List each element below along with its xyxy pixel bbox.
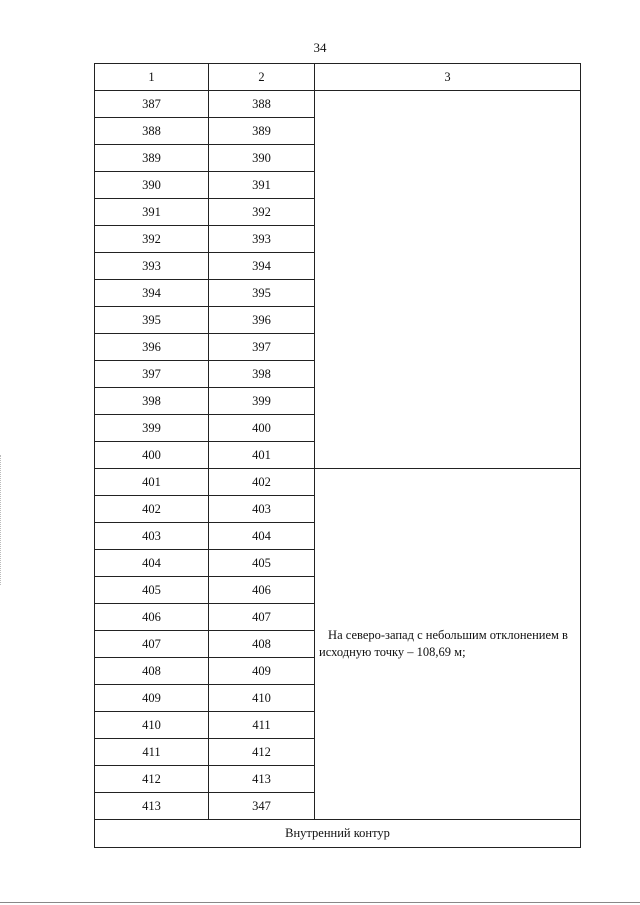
end-point-cell: 403	[209, 496, 315, 523]
end-point-cell: 410	[209, 685, 315, 712]
start-point-cell: 412	[95, 766, 209, 793]
end-point-cell: 411	[209, 712, 315, 739]
start-point-cell: 392	[95, 226, 209, 253]
description-cell-empty	[315, 91, 581, 469]
start-point-cell: 387	[95, 91, 209, 118]
start-point-cell: 395	[95, 307, 209, 334]
end-point-cell: 406	[209, 577, 315, 604]
end-point-cell: 347	[209, 793, 315, 820]
end-point-cell: 390	[209, 145, 315, 172]
scan-margin-mark	[0, 455, 2, 585]
end-point-cell: 388	[209, 91, 315, 118]
start-point-cell: 405	[95, 577, 209, 604]
end-point-cell: 400	[209, 415, 315, 442]
end-point-cell: 396	[209, 307, 315, 334]
table-row	[95, 91, 581, 118]
column-header-3: 3	[315, 64, 581, 91]
column-header-1: 1	[95, 64, 209, 91]
table-footer-row	[95, 820, 581, 848]
start-point-cell: 388	[95, 118, 209, 145]
page-number: 34	[313, 40, 327, 55]
start-point-cell: 394	[95, 280, 209, 307]
end-point-cell: 394	[209, 253, 315, 280]
start-point-cell: 409	[95, 685, 209, 712]
start-point-cell: 406	[95, 604, 209, 631]
start-point-cell: 401	[95, 469, 209, 496]
end-point-cell: 405	[209, 550, 315, 577]
start-point-cell: 393	[95, 253, 209, 280]
end-point-cell: 393	[209, 226, 315, 253]
end-point-cell: 397	[209, 334, 315, 361]
end-point-cell: 401	[209, 442, 315, 469]
start-point-cell: 397	[95, 361, 209, 388]
end-point-cell: 395	[209, 280, 315, 307]
end-point-cell: 413	[209, 766, 315, 793]
end-point-cell: 409	[209, 658, 315, 685]
end-point-cell: 402	[209, 469, 315, 496]
end-point-cell: 408	[209, 631, 315, 658]
boundary-table	[94, 63, 581, 848]
start-point-cell: 402	[95, 496, 209, 523]
column-header-2: 2	[209, 64, 315, 91]
end-point-cell: 398	[209, 361, 315, 388]
direction-description-cell: На северо-запад с небольшим отклонением в исходную точку – 108,69 м;	[315, 469, 581, 820]
table-header-row	[95, 64, 581, 91]
end-point-cell: 407	[209, 604, 315, 631]
start-point-cell: 411	[95, 739, 209, 766]
table-body	[95, 91, 581, 820]
inner-contour-label: Внутренний контур	[95, 820, 581, 848]
start-point-cell: 390	[95, 172, 209, 199]
start-point-cell: 391	[95, 199, 209, 226]
start-point-cell: 413	[95, 793, 209, 820]
start-point-cell: 396	[95, 334, 209, 361]
end-point-cell: 392	[209, 199, 315, 226]
scan-bottom-edge	[0, 902, 640, 903]
start-point-cell: 400	[95, 442, 209, 469]
start-point-cell: 399	[95, 415, 209, 442]
start-point-cell: 407	[95, 631, 209, 658]
start-point-cell: 404	[95, 550, 209, 577]
table-row	[95, 469, 581, 496]
start-point-cell: 408	[95, 658, 209, 685]
start-point-cell: 410	[95, 712, 209, 739]
end-point-cell: 399	[209, 388, 315, 415]
end-point-cell: 389	[209, 118, 315, 145]
start-point-cell: 389	[95, 145, 209, 172]
end-point-cell: 391	[209, 172, 315, 199]
end-point-cell: 404	[209, 523, 315, 550]
end-point-cell: 412	[209, 739, 315, 766]
start-point-cell: 403	[95, 523, 209, 550]
start-point-cell: 398	[95, 388, 209, 415]
